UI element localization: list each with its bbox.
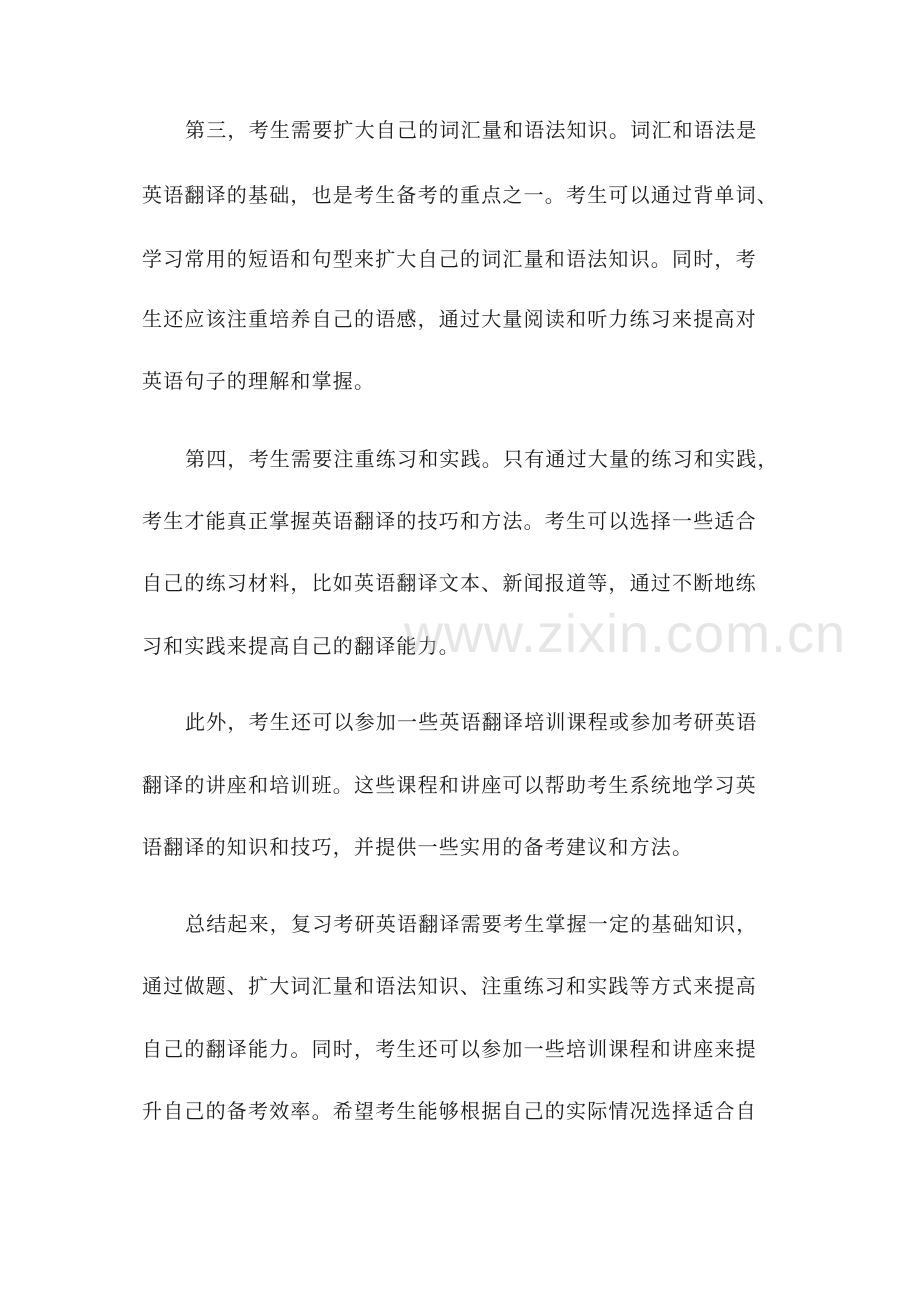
paragraph-line: 升自己的备考效率。希望考生能够根据自己的实际情况选择适合自 xyxy=(142,1099,757,1123)
paragraph-line: 第三，考生需要扩大自己的词汇量和语法知识。词汇和语法是 xyxy=(185,118,758,142)
paragraph-line: 语翻译的知识和技巧，并提供一些实用的备考建议和方法。 xyxy=(142,835,694,859)
paragraph-line: 考生才能真正掌握英语翻译的技巧和方法。考生可以选择一些适合 xyxy=(142,509,757,533)
paragraph-line: 通过做题、扩大词汇量和语法知识、注重练习和实践等方式来提高 xyxy=(142,974,757,998)
paragraph-line: 自己的翻译能力。同时，考生还可以参加一些培训课程和讲座来提 xyxy=(142,1037,757,1061)
paragraph-line: 翻译的讲座和培训班。这些课程和讲座可以帮助考生系统地学习英 xyxy=(142,773,757,797)
paragraph-line: 此外，考生还可以参加一些英语翻译培训课程或参加考研英语 xyxy=(185,710,758,734)
paragraph-line: 习和实践来提高自己的翻译能力。 xyxy=(142,634,460,658)
watermark: www.zixin.com.cn xyxy=(404,604,847,664)
paragraph-line: 第四，考生需要注重练习和实践。只有通过大量的练习和实践， xyxy=(185,447,779,471)
paragraph-line: 自己的练习材料，比如英语翻译文本、新闻报道等，通过不断地练 xyxy=(142,571,757,595)
paragraph-line: 生还应该注重培养自己的语感，通过大量阅读和听力练习来提高对 xyxy=(142,307,757,331)
paragraph-line: 英语句子的理解和掌握。 xyxy=(142,369,376,393)
paragraph-line: 学习常用的短语和句型来扩大自己的词汇量和语法知识。同时，考 xyxy=(142,247,757,271)
paragraph-line: 英语翻译的基础，也是考生备考的重点之一。考生可以通过背单词、 xyxy=(142,183,778,207)
paragraph-line: 总结起来，复习考研英语翻译需要考生掌握一定的基础知识， xyxy=(185,912,758,936)
